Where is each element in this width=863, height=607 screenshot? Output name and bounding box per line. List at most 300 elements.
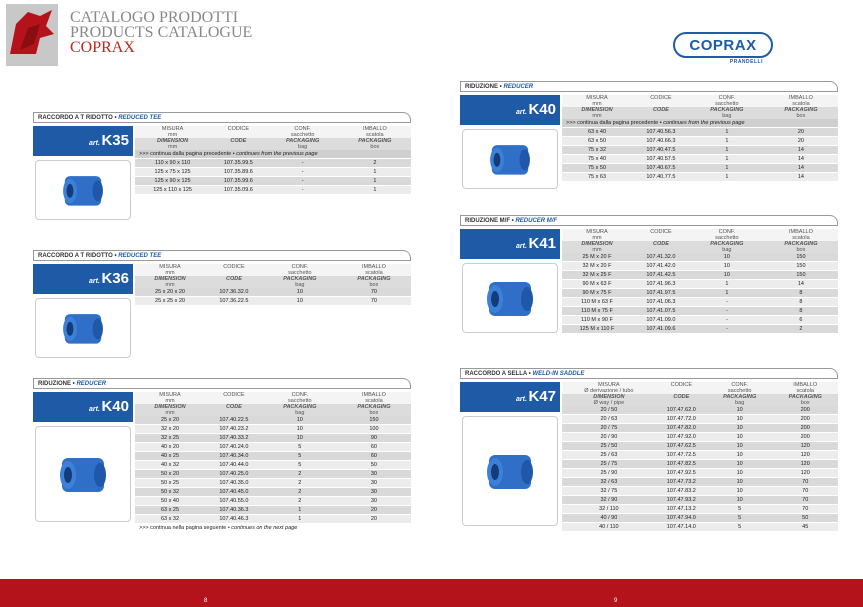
page-number-left: 8 — [204, 598, 208, 604]
cell-bag: 10 — [707, 406, 773, 415]
product-table — [562, 229, 838, 334]
cell-code: 107.41.42.5 — [632, 271, 690, 280]
col-header-en-size — [135, 138, 210, 150]
cell-box: 30 — [337, 470, 411, 479]
cell-code: 107.40.33.2 — [205, 434, 263, 443]
art-code: K47 — [528, 388, 556, 405]
cell-bag: 5 — [707, 514, 773, 523]
cell-size: 25 M x 20 F — [562, 253, 632, 262]
header-text: mm — [592, 101, 602, 107]
table-row — [135, 168, 411, 177]
cell-box: 2 — [339, 159, 411, 168]
cell-bag: 5 — [707, 505, 773, 514]
table-row — [135, 425, 411, 434]
header-text: bag — [298, 144, 308, 150]
col-header-box — [764, 229, 838, 241]
cell-bag: 1 — [690, 155, 764, 164]
header-text: bag — [735, 400, 745, 406]
cell-size: 110 M x 63 F — [562, 298, 632, 307]
table-row — [562, 415, 838, 424]
col-header-box — [337, 392, 411, 404]
header-text: scatola — [792, 101, 810, 107]
table-row — [562, 451, 838, 460]
art-prefix: art. — [89, 140, 100, 147]
table-row — [135, 479, 411, 488]
col-header-en-bag — [263, 404, 337, 416]
col-header-size — [562, 382, 656, 394]
coprax-eagle-logo — [6, 4, 58, 66]
block-title — [460, 81, 838, 92]
col-header-en-code — [656, 394, 707, 406]
cell-box: 2 — [764, 325, 838, 334]
cell-box: 30 — [337, 497, 411, 506]
title-it: RIDUZIONE M/F — [465, 218, 510, 224]
table-row — [135, 497, 411, 506]
table-row — [562, 424, 838, 433]
product-image — [35, 298, 131, 358]
header-text: MISURA — [586, 229, 608, 235]
art-prefix: art. — [89, 278, 100, 285]
cell-bag: - — [267, 159, 339, 168]
table-row — [562, 442, 838, 451]
article-badge — [460, 95, 560, 125]
table-row — [562, 316, 838, 325]
cell-bag: - — [690, 325, 764, 334]
table-row — [135, 506, 411, 515]
header-text: mm — [592, 235, 602, 241]
header-text: scatola — [365, 398, 383, 404]
cell-size: 20 / 75 — [562, 424, 656, 433]
header-text: IMBALLO — [362, 126, 387, 132]
title-separator: • — [112, 253, 119, 259]
cell-size: 63 x 25 — [135, 506, 205, 515]
col-header-size — [135, 264, 205, 276]
art-prefix: art. — [516, 243, 527, 250]
table-row — [562, 146, 838, 155]
col-header-en-code — [205, 404, 263, 416]
header-text: PACKAGING — [358, 138, 392, 144]
cell-code: 107.41.09.6 — [632, 325, 690, 334]
title-it: RACCORDO A T RIDOTTO — [38, 115, 113, 121]
col-header-en-size — [135, 276, 205, 288]
cell-bag: - — [267, 186, 339, 195]
header-text: DIMENSION — [156, 138, 189, 144]
cell-code: 107.40.46.3 — [205, 515, 263, 524]
cell-size: 40 / 90 — [562, 514, 656, 523]
cell-size: 32 x 20 — [135, 425, 205, 434]
table-row — [135, 443, 411, 452]
table-row — [135, 461, 411, 470]
header-text: mm — [165, 270, 175, 276]
brand-sub: PRANDELLI — [729, 59, 763, 65]
header-text: sacchetto — [288, 270, 312, 276]
cell-code: 107.35.89.6 — [210, 168, 266, 177]
cell-code: 107.41.09.0 — [632, 316, 690, 325]
cell-box: 14 — [764, 280, 838, 289]
cell-code: 107.35.99.5 — [210, 159, 266, 168]
header-text: CODICE — [670, 382, 693, 388]
continuation-note: >>> continua dalla pagina precedente • continues from the previous page — [562, 119, 838, 128]
table-row — [135, 470, 411, 479]
cell-code: 107.47.62.5 — [656, 442, 707, 451]
cell-box: 20 — [764, 137, 838, 146]
cell-size: 40 x 25 — [135, 452, 205, 461]
cell-size: 110 M x 90 F — [562, 316, 632, 325]
cell-bag: 10 — [263, 288, 337, 297]
header-text: CONF. — [718, 95, 736, 101]
col-header-code — [632, 95, 690, 107]
header-text: MISURA — [598, 382, 620, 388]
cell-size: 32 x 25 — [135, 434, 205, 443]
cell-bag: 10 — [707, 415, 773, 424]
table-row — [135, 297, 411, 306]
cell-bag: 10 — [690, 271, 764, 280]
col-header-code — [632, 229, 690, 241]
cell-box: 8 — [764, 298, 838, 307]
cell-bag: 1 — [690, 173, 764, 182]
header-text: sacchetto — [715, 101, 739, 107]
product-image — [462, 416, 558, 526]
header-text: DIMENSION — [154, 404, 186, 410]
header-text: bag — [295, 282, 305, 288]
col-header-en-box — [339, 138, 411, 150]
cell-size: 20 / 50 — [562, 406, 656, 415]
table-row — [562, 173, 838, 182]
table-row — [562, 289, 838, 298]
cell-code: 107.41.97.5 — [632, 289, 690, 298]
cell-size: 125 x 110 x 125 — [135, 186, 210, 195]
col-header-en-box — [337, 404, 411, 416]
header-text: CODICE — [650, 95, 672, 101]
cell-box: 8 — [764, 307, 838, 316]
header-text: sacchetto — [727, 388, 752, 394]
cell-code: 107.36.22.5 — [205, 297, 263, 306]
header-text: IMBALLO — [362, 264, 386, 270]
col-header-code — [205, 264, 263, 276]
cell-size: 63 x 32 — [135, 515, 205, 524]
cell-code: 107.47.72.0 — [656, 415, 707, 424]
table-row — [562, 271, 838, 280]
header-text: CODE — [673, 394, 690, 400]
cell-bag: 5 — [707, 523, 773, 532]
header-text: MISURA — [159, 264, 181, 270]
header-text: mm — [165, 398, 175, 404]
col-header-size — [135, 392, 205, 404]
col-header-bag — [267, 126, 339, 138]
table-row — [562, 164, 838, 173]
note-it: >>> continua dalla pagina precedente — [566, 120, 659, 126]
header-text: Ø way / pipe — [593, 400, 625, 406]
fitting-icon — [48, 430, 118, 518]
header-text: CODICE — [227, 126, 250, 132]
header-text: bag — [295, 410, 305, 416]
cell-code: 107.40.77.5 — [632, 173, 690, 182]
cell-bag: 10 — [263, 425, 337, 434]
fitting-icon — [48, 164, 118, 216]
header-text: CONF. — [291, 392, 309, 398]
cell-code: 107.47.92.5 — [656, 469, 707, 478]
cell-code: 107.41.06.3 — [632, 298, 690, 307]
cell-bag: 1 — [690, 280, 764, 289]
cell-size: 50 x 40 — [135, 497, 205, 506]
cell-code: 107.40.57.5 — [632, 155, 690, 164]
header-text: mm — [165, 410, 175, 416]
cell-code: 107.36.32.0 — [205, 288, 263, 297]
cell-size: 32 / 90 — [562, 496, 656, 505]
article-badge — [460, 382, 560, 412]
cell-size: 125 x 90 x 125 — [135, 177, 210, 186]
cell-code: 107.47.94.0 — [656, 514, 707, 523]
header-text: scatola — [366, 132, 384, 138]
block-title — [33, 250, 411, 261]
product-image — [462, 263, 558, 333]
product-block-k40a — [33, 378, 411, 531]
header-text: CODE — [652, 107, 669, 113]
header-text: box — [796, 247, 806, 253]
header-text: CONF. — [718, 229, 736, 235]
header-text: scatola — [796, 388, 814, 394]
col-header-size — [562, 229, 632, 241]
cell-size: 50 x 20 — [135, 470, 205, 479]
cell-bag: 10 — [690, 262, 764, 271]
block-title — [33, 378, 411, 389]
table-row — [562, 487, 838, 496]
col-header-code — [210, 126, 266, 138]
cell-code: 107.40.24.0 — [205, 443, 263, 452]
cell-bag: 10 — [707, 433, 773, 442]
table-row — [562, 155, 838, 164]
cell-code: 107.40.66.3 — [632, 137, 690, 146]
header-text: mm — [592, 247, 602, 253]
header-text: PACKAGING — [286, 138, 320, 144]
title-separator: • — [112, 115, 119, 121]
cell-box: 100 — [337, 425, 411, 434]
cell-code: 107.40.44.0 — [205, 461, 263, 470]
art-prefix: art. — [516, 109, 527, 116]
cell-bag: 2 — [263, 470, 337, 479]
title-separator: • — [498, 84, 504, 90]
col-header-code — [205, 392, 263, 404]
continuation-note: >>> continua nella pagina seguente • continues on the next page — [135, 524, 411, 533]
cell-box: 150 — [764, 271, 838, 280]
cell-box: 120 — [772, 460, 838, 469]
cell-code: 107.47.82.5 — [656, 460, 707, 469]
table-row — [562, 128, 838, 137]
col-header-size — [135, 126, 210, 138]
cell-size: 75 x 32 — [562, 146, 632, 155]
col-header-en-box — [337, 276, 411, 288]
cell-code: 107.41.07.5 — [632, 307, 690, 316]
table-row — [562, 514, 838, 523]
cell-box: 50 — [337, 461, 411, 470]
header-text: DIMENSION — [581, 107, 613, 113]
table-row — [562, 460, 838, 469]
art-code: K35 — [101, 132, 129, 149]
cell-box: 200 — [772, 433, 838, 442]
cell-bag: 1 — [263, 506, 337, 515]
table-row — [135, 177, 411, 186]
header-text: CONF. — [294, 126, 311, 132]
cell-size: 125 M x 110 F — [562, 325, 632, 334]
cell-bag: 10 — [707, 424, 773, 433]
col-header-en-size — [562, 241, 632, 253]
cell-code: 107.40.55.0 — [205, 497, 263, 506]
cell-box: 70 — [772, 478, 838, 487]
col-header-en-code — [632, 241, 690, 253]
coprax-brand-logo — [673, 32, 773, 65]
table-row — [562, 406, 838, 415]
cell-code: 107.40.25.0 — [205, 470, 263, 479]
col-header-en-size — [135, 404, 205, 416]
cell-box: 70 — [772, 496, 838, 505]
header-text: bag — [722, 113, 732, 119]
cell-bag: 1 — [263, 515, 337, 524]
header-text: CODE — [652, 241, 669, 247]
title-it: RACCORDO A SELLA — [465, 371, 527, 377]
title-separator: • — [71, 381, 77, 387]
header-text: PACKAGING — [784, 241, 818, 247]
cell-size: 75 x 40 — [562, 155, 632, 164]
product-block-k35 — [33, 112, 411, 193]
header-text: PACKAGING — [710, 107, 744, 113]
cell-bag: 10 — [263, 416, 337, 425]
product-image — [35, 160, 131, 220]
note-en: continues on the next page — [231, 525, 298, 531]
cell-box: 90 — [337, 434, 411, 443]
header-text: MISURA — [586, 95, 608, 101]
cell-code: 107.47.72.5 — [656, 451, 707, 460]
product-block-k40b — [460, 81, 838, 180]
cell-box: 120 — [772, 451, 838, 460]
title-en: REDUCER M/F — [515, 218, 558, 224]
cell-code: 107.40.56.3 — [632, 128, 690, 137]
cell-size: 25 / 63 — [562, 451, 656, 460]
cell-bag: 2 — [263, 479, 337, 488]
table-row — [562, 298, 838, 307]
cell-box: 20 — [337, 506, 411, 515]
block-title — [33, 112, 411, 123]
col-header-en-bag — [690, 241, 764, 253]
cell-size: 90 M x 75 F — [562, 289, 632, 298]
art-code: K36 — [101, 270, 129, 287]
cell-box: 45 — [772, 523, 838, 532]
cell-size: 75 x 63 — [562, 173, 632, 182]
cell-bag: 5 — [263, 452, 337, 461]
cell-box: 70 — [772, 487, 838, 496]
cell-size: 25 x 20 x 20 — [135, 288, 205, 297]
cell-bag: - — [267, 177, 339, 186]
product-block-k41 — [460, 215, 838, 332]
cell-box: 30 — [337, 479, 411, 488]
cell-size: 32 / 75 — [562, 487, 656, 496]
header-text: DIMENSION — [581, 241, 613, 247]
header-text: IMBALLO — [789, 95, 813, 101]
col-header-box — [764, 95, 838, 107]
product-block-k36 — [33, 250, 411, 304]
cell-bag: 1 — [690, 146, 764, 155]
fitting-icon — [475, 267, 545, 329]
col-header-en-code — [205, 276, 263, 288]
cell-bag: 1 — [690, 289, 764, 298]
header-text: PACKAGING — [357, 276, 391, 282]
header-text: box — [370, 144, 380, 150]
cell-box: 200 — [772, 415, 838, 424]
cell-box: 60 — [337, 452, 411, 461]
table-row — [135, 515, 411, 524]
cell-size: 40 x 20 — [135, 443, 205, 452]
title-en: REDUCER — [503, 84, 534, 90]
product-table — [135, 264, 411, 306]
cell-box: 14 — [764, 146, 838, 155]
header-text: PACKAGING — [788, 394, 822, 400]
cell-box: 1 — [339, 177, 411, 186]
table-row — [135, 159, 411, 168]
cell-bag: 10 — [707, 487, 773, 496]
title-en: PRODUCTS CATALOGUE — [70, 24, 253, 41]
table-row — [562, 496, 838, 505]
cell-bag: 2 — [263, 497, 337, 506]
cell-size: 25 x 20 — [135, 416, 205, 425]
cell-code: 107.40.22.5 — [205, 416, 263, 425]
header-text: box — [369, 410, 379, 416]
art-code: K40 — [528, 101, 556, 118]
note-en: continues from the previous page — [236, 151, 318, 157]
cell-box: 120 — [772, 469, 838, 478]
col-header-en-code — [210, 138, 266, 150]
footer-band — [0, 579, 863, 607]
header-text: CODICE — [223, 392, 245, 398]
cell-bag: 10 — [263, 297, 337, 306]
header-text: MISURA — [161, 126, 184, 132]
header-text: CODICE — [650, 229, 672, 235]
cell-bag: 10 — [707, 442, 773, 451]
header-text: PACKAGING — [283, 276, 317, 282]
continuation-note: >>> continua dalla pagina precedente • continues from the previous page — [135, 150, 411, 159]
table-row — [135, 452, 411, 461]
cell-box: 14 — [764, 155, 838, 164]
cell-box: 6 — [764, 316, 838, 325]
table-row — [562, 137, 838, 146]
header-text: sacchetto — [290, 132, 315, 138]
cell-box: 20 — [337, 515, 411, 524]
cell-bag: 10 — [707, 460, 773, 469]
cell-size: 50 x 25 — [135, 479, 205, 488]
header-text: DIMENSION — [154, 276, 186, 282]
title-en: REDUCER — [76, 381, 107, 387]
fitting-icon — [475, 420, 545, 522]
note-it: >>> continua nella pagina seguente — [139, 525, 227, 531]
cell-size: 25 x 25 x 20 — [135, 297, 205, 306]
header-text: IMBALLO — [789, 229, 813, 235]
cell-box: 150 — [764, 262, 838, 271]
cell-size: 110 M x 75 F — [562, 307, 632, 316]
art-prefix: art. — [516, 396, 527, 403]
table-row — [562, 280, 838, 289]
product-table — [135, 392, 411, 533]
header-text: MISURA — [159, 392, 181, 398]
cell-code: 107.40.23.2 — [205, 425, 263, 434]
cell-bag: 10 — [263, 434, 337, 443]
header-text: box — [796, 113, 806, 119]
table-row — [135, 186, 411, 195]
header-text: PACKAGING — [784, 107, 818, 113]
cell-code: 107.41.96.3 — [632, 280, 690, 289]
table-row — [562, 523, 838, 532]
cell-size: 32 M x 20 F — [562, 262, 632, 271]
cell-code: 107.47.62.0 — [656, 406, 707, 415]
cell-bag: - — [690, 298, 764, 307]
header-text: IMBALLO — [793, 382, 818, 388]
